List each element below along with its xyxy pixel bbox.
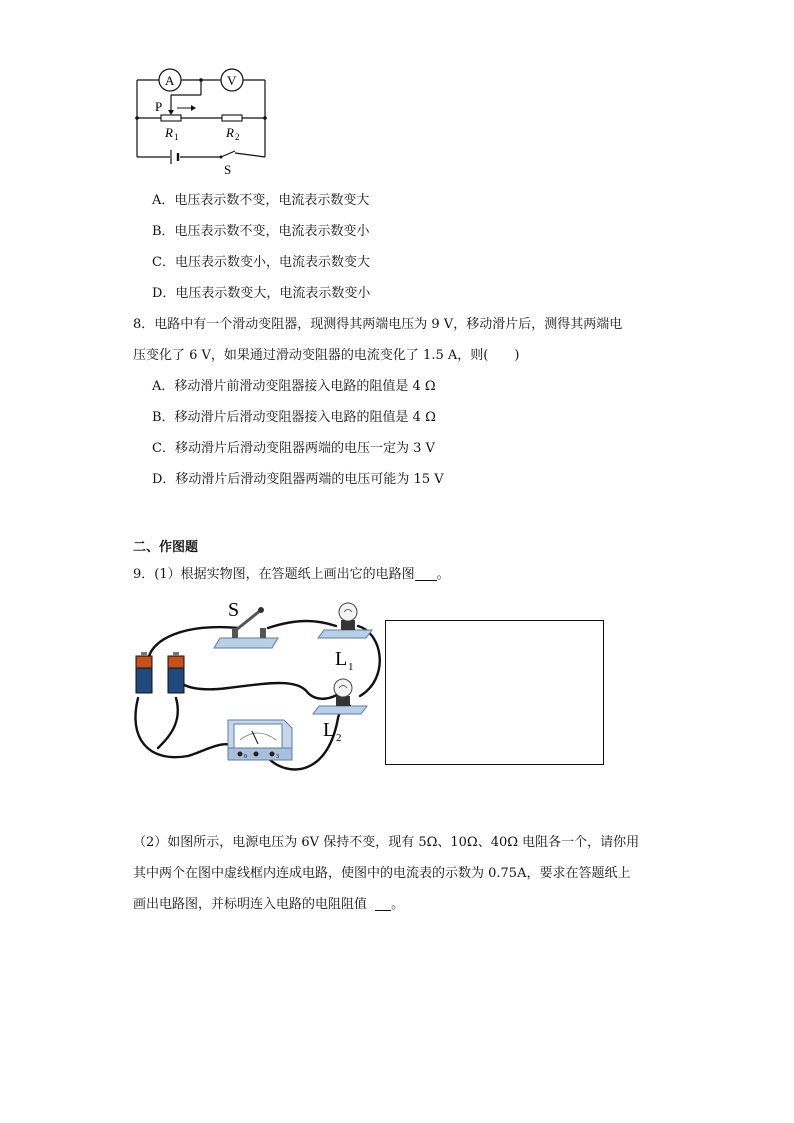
q9-part1-end: 。 [436,567,450,582]
l1-label: L [335,648,348,670]
resistor-r2 [222,115,242,121]
q7-option-a: A．电压表示数不变，电流表示数变大 [152,193,370,208]
slider-label: P [155,99,163,114]
l2-label: L [323,719,336,741]
switch-label: S [224,162,232,177]
q9-part2-line2: 其中两个在图中虚线框内连成电路，使图中的电流表的示数为 0.75A，要求在答题纸上 [133,866,631,881]
l1-subscript: 1 [348,661,354,673]
q8-option-a: A．移动滑片前滑动变阻器接入电路的阻值是 4 Ω [152,379,436,394]
q9-answer-blank-2[interactable] [375,896,391,911]
q7-option-d: D．电压表示数变大，电流表示数变小 [152,286,371,301]
q9-part2-line1: （2）如图所示，电源电压为 6V 保持不变，现有 5Ω、10Ω、40Ω 电阻各一个，请你用 [133,835,640,850]
q9-part2-end: 。 [391,897,405,912]
bulb-l2 [313,679,367,714]
q9-part1-text: 9．(1）根据实物图，在答题纸上画出它的电路图 [133,567,415,582]
q8-option-b: B．移动滑片后滑动变阻器接入电路的阻值是 4 Ω [152,410,436,425]
q8-stem-line2: 压变化了 6 V，如果通过滑动变阻器的电流变化了 1.5 A，则( ) [133,348,520,363]
q8-stem-line1: 8．电路中有一个滑动变阻器，现测得其两端电压为 9 V，移动滑片后，测得其两端电 [133,317,623,332]
voltmeter-label: V [227,73,237,88]
r1-subscript: 1 [174,132,179,142]
bulb-l1 [318,603,372,638]
q8-option-c: C．移动滑片后滑动变阻器两端的电压一定为 3 V [152,441,435,456]
resistor-r1 [161,115,181,121]
q9-part1 [133,566,450,584]
physical-circuit-figure [128,598,390,790]
section-heading: 二、作图题 [133,540,199,555]
ammeter-device [228,720,292,760]
answer-drawing-box[interactable] [385,620,604,765]
q9-part2-line3-wrap [133,896,404,914]
battery-cell-left [136,652,152,693]
q9-part2-line3: 画出电路图，并标明连入电路的电阻阻值 [133,897,368,912]
q9-answer-blank-1[interactable] [415,566,437,581]
r2-subscript: 2 [235,132,240,142]
l2-subscript: 2 [336,732,342,744]
circuit-diagram-1 [125,62,275,180]
meter-scale-3: 3 [276,754,279,760]
q8-option-d: D．移动滑片后滑动变阻器两端的电压可能为 15 V [152,472,444,487]
battery-cell-right [168,652,184,693]
r2-label: R [226,125,234,140]
switch-s-label: S [228,599,240,621]
ammeter-label: A [165,73,175,88]
r1-label: R [165,125,173,140]
meter-scale-0: 0 [244,754,247,760]
q7-option-b: B．电压表示数不变，电流表示数变小 [152,224,370,239]
q7-option-c: C．电压表示数变小，电流表示数变大 [152,255,370,270]
